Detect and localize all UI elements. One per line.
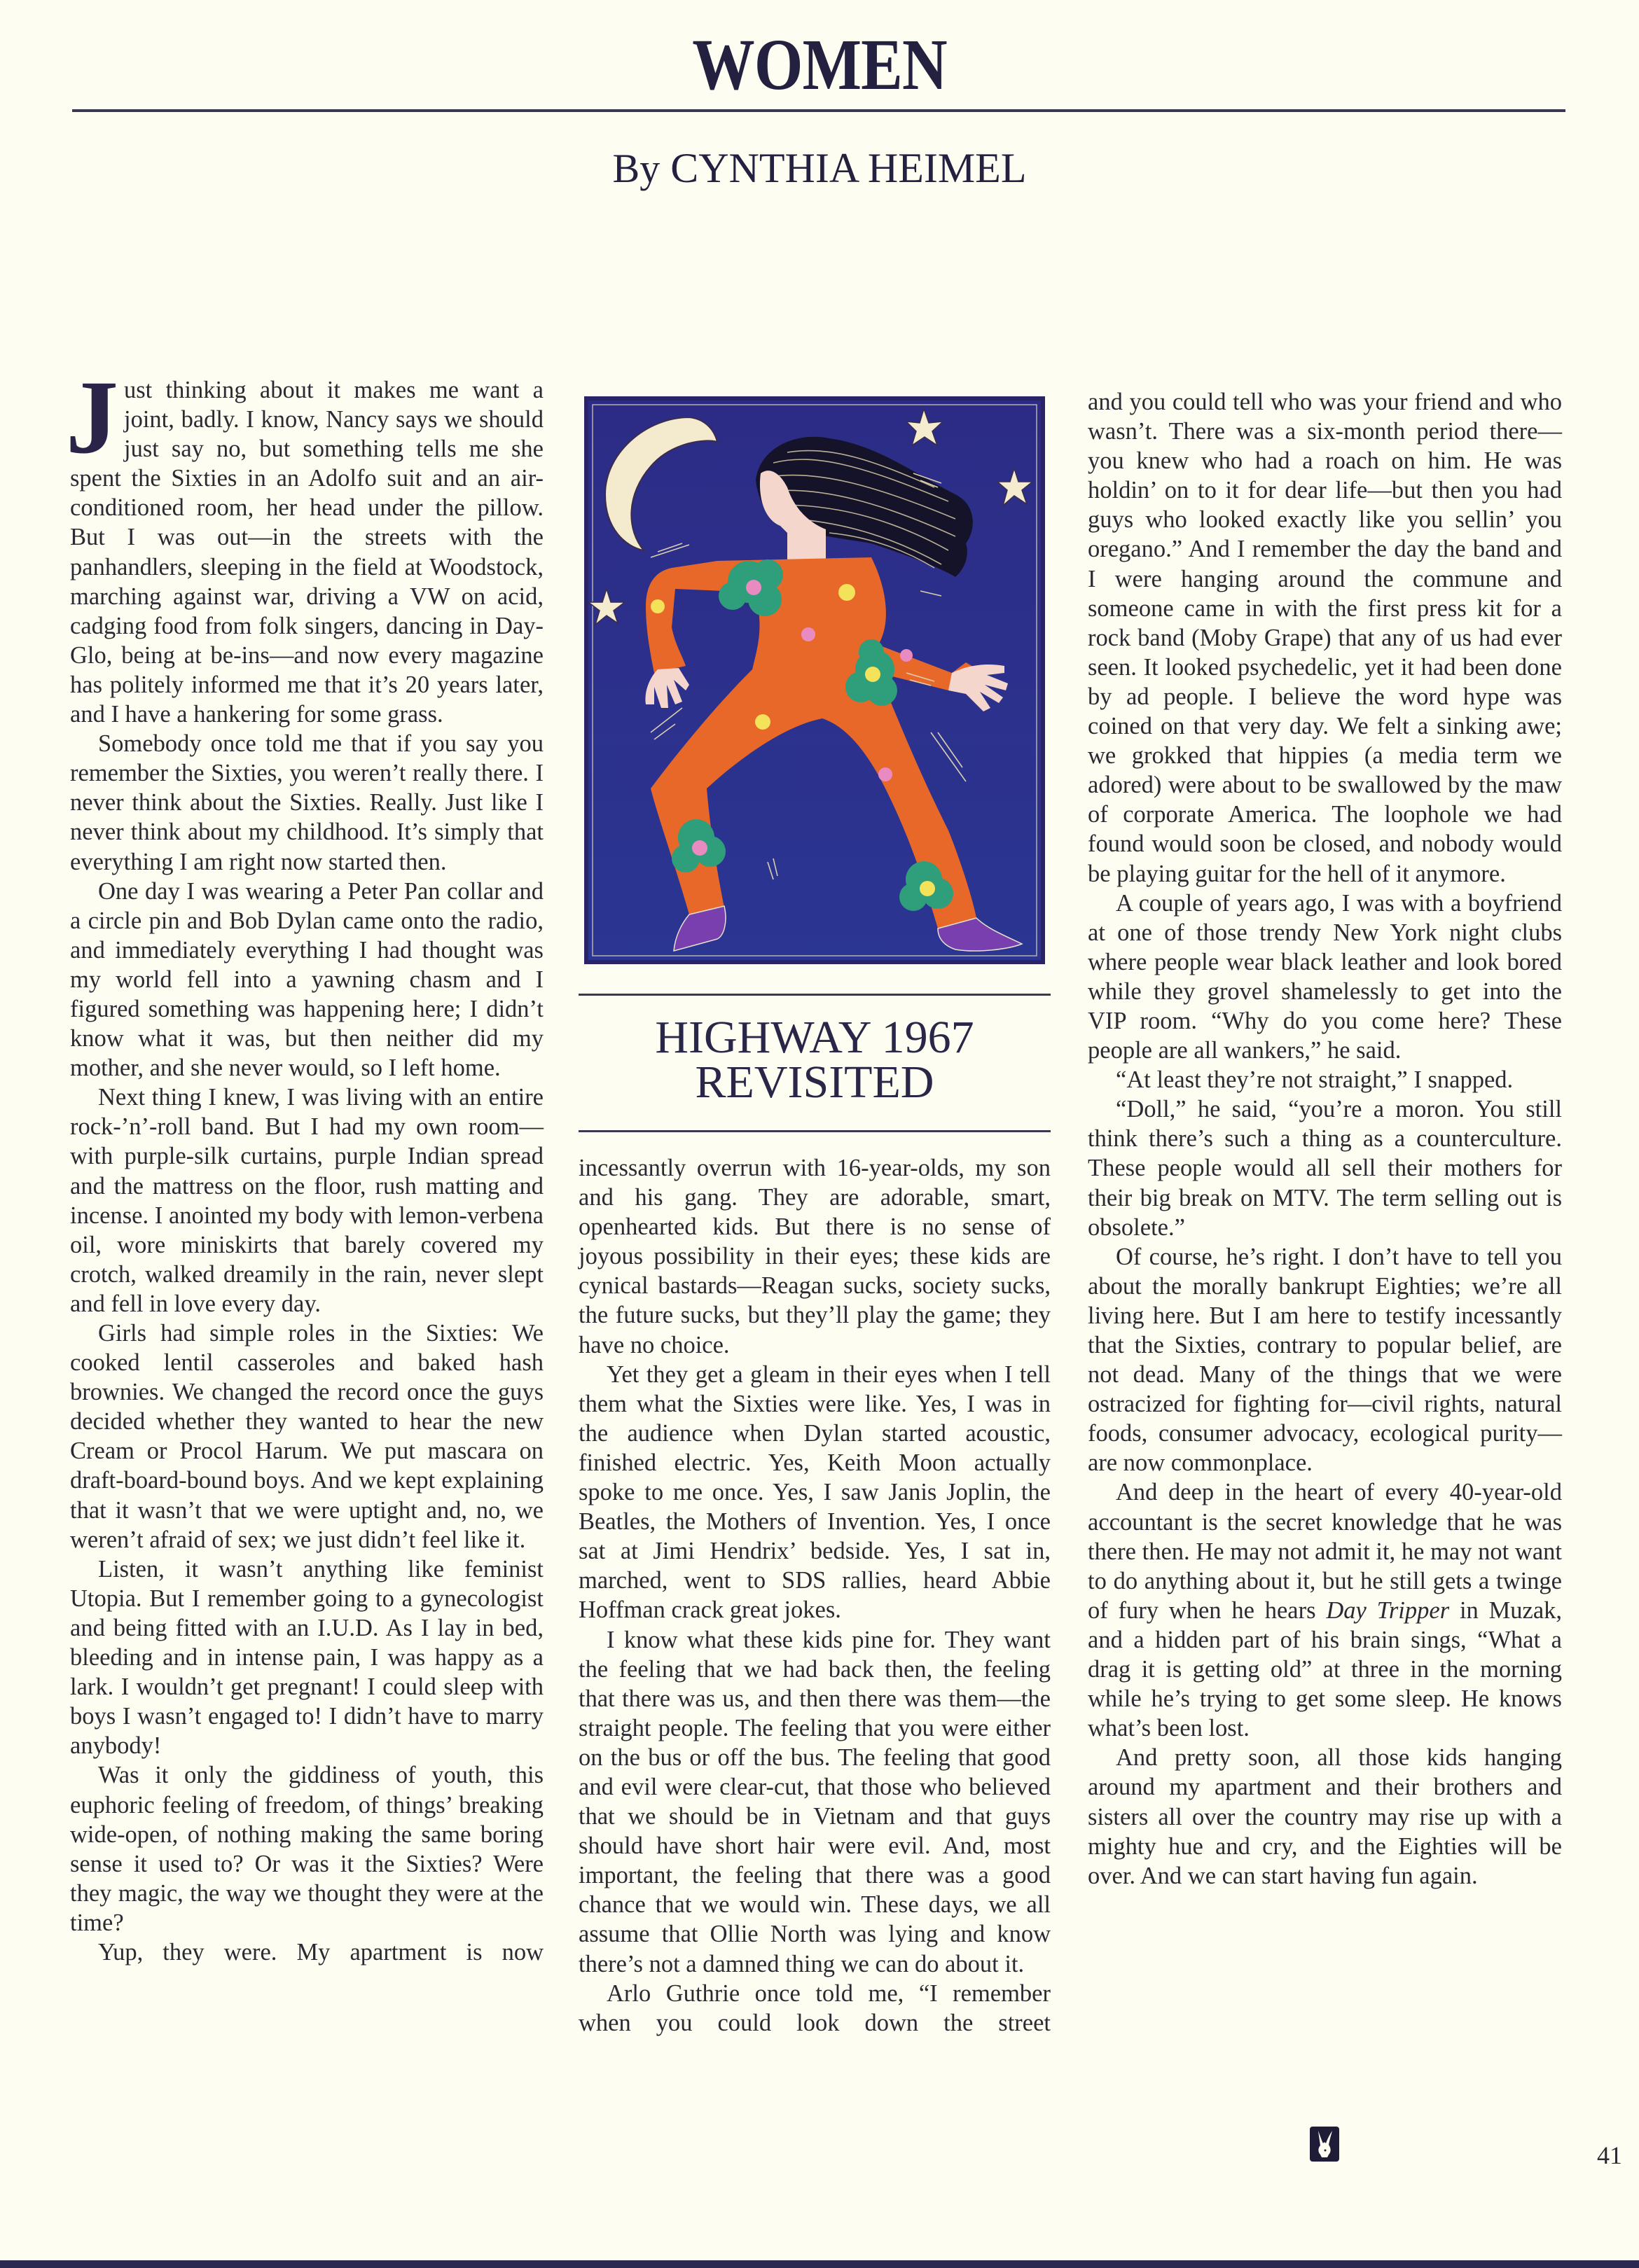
paragraph: Somebody once told me that if you say you remember the Sixties, you weren’t really there. I never think about the Sixties. Really. Just like I never think about my childhood. It’s simply that everything I am right now started then. <box>70 730 544 875</box>
paragraph: One day I was wearing a Peter Pan collar and a circle pin and Bob Dylan came onto the radio, and immediately everything I had thought was my world fell into a yawning chasm and I figured something was happening here; I didn’t know what it was, but then neither did my mother, and she never would, so I left home. <box>70 877 544 1082</box>
article-column-1 <box>66 359 544 1967</box>
paragraph: “At least they’re not straight,” I snapped. <box>1116 1066 1514 1094</box>
song-title: Day Tripper <box>1326 1596 1450 1624</box>
paragraph: I know what these kids pine for. They want the feeling that we had back then, the feeling that there was us, and then there was them—the straight people. The feeling that you were either on the bus or off the bus. The feeling that good and evil were clear-cut, that those who believed that we should be in Vietnam and that guys should have short hair were evil. And, most important, the feeling that there was a good chance that we would win. These days, we all assume that Ollie North was lying and know there’s not a damned thing we can do about it. <box>579 1626 1051 1977</box>
paragraph: and you could tell who was your friend and who wasn’t. There was a six-month period there—you knew who had a roach on him. He was holdin’ on to it for dear life—but then you had guys who looked exactly like you sellin’ you oregano.” And I remember the day the band and I were hanging around the commune and someone came in with the first press kit for a rock band (Moby Grape) that any of us had ever seen. It looked psychedelic, yet it had been done by ad people. I believe the word hype was coined on that very day. We felt a sinking awe; we grokked that hippies (a media term we adored) were about to be swallowed by the maw of corporate America. The loophole we had found would soon be closed, and nobody would be playing guitar for the hell of it anymore. <box>1088 389 1562 887</box>
paragraph: Was it only the giddiness of youth, this euphoric feeling of freedom, of things’ breaking wide-open, of nothing making the same boring sense it used to? Or was it the Sixties? Were they magic, the way we thought they were at the time? <box>70 1762 544 1936</box>
paragraph: Arlo Guthrie once told me, “I remember when you could look down the street <box>579 1980 1051 2036</box>
subhead <box>579 1012 1051 1108</box>
paragraph: incessantly overrun with 16-year-olds, my son and his gang. They are adorable, smart, openhearted kids. But there is no sense of joyous possibility in their eyes; these kids are cynical bastards—Reagan sucks, society sucks, the future sucks, but they’ll play the game; they have no choice. <box>579 1155 1051 1358</box>
author-name: CYNTHIA HEIMEL <box>670 145 1027 191</box>
paragraph: A couple of years ago, I was with a boyfriend at one of those trendy New York night clubs where people wear black leather and look bored while they grovel shamelessly to get into the VIP room. “Why do you come here? These people are all wankers,” he said. <box>1088 889 1562 1064</box>
paragraph: Yup, they were. My apartment is now <box>98 1938 544 1966</box>
article-illustration <box>584 396 1045 964</box>
title-rule <box>72 109 1565 112</box>
byline <box>0 144 1639 193</box>
paragraph: Just thinking about it makes me want a joint, badly. I know, Nancy says we should just say no, but something tells me she spent the Sixties in an Adolfo suit and an air-conditioned room, her head under the pillow. But I was out—in the streets with the panhandlers, sleeping in the field at Woodstock, marching against war, driving a VW on acid, cadging food from folk singers, dancing in Day-Glo, being at be-ins—and now every magazine has politely informed me that it’s 20 years later, and I have a hankering for some grass. <box>66 359 544 728</box>
dropcap: J <box>66 359 118 475</box>
paragraph: Listen, it wasn’t anything like feminist Utopia. But I remember going to a gynecologist and being fitted with an I.U.D. As I lay in bed, bleeding and in intense pain, I was happy as a lark. I wouldn’t get pregnant! I could sleep with boys I wasn’t engaged to! I didn’t have to marry anybody! <box>70 1555 544 1760</box>
paragraph: Of course, he’s right. I don’t have to tell you about the morally bankrupt Eighties; we’re all living here. But I am here to testify incessantly that the Sixties, contrary to popular belief, are not dead. Many of the things that we were ostracized for fighting for—civil rights, natural foods, consumer advocacy, ecological purity—are now commonplace. <box>1088 1243 1562 1477</box>
subhead-line-1: HIGHWAY 1967 <box>655 1012 974 1063</box>
rabbit-head-icon <box>1310 2127 1339 2162</box>
page-number: 41 <box>1597 2141 1622 2169</box>
subhead-rule-top <box>579 994 1051 996</box>
paragraph: Yet they get a gleam in their eyes when I tell them what the Sixties were like. Yes, I was in the audience when Dylan started acoustic, finished electric. Yes, Keith Moon actually spoke to me once. Yes, I saw Janis Joplin, the Beatles, the Mothers of Invention. Yes, I once sat at Jimi Hendrix’ bedside. Yes, I sat in, marched, went to SDS rallies, heard Abbie Hoffman crack great jokes. <box>579 1361 1051 1624</box>
page-edge-strip <box>0 2260 1639 2268</box>
article-column-2 <box>579 1153 1051 2038</box>
paragraph: “Doll,” he said, “you’re a moron. You still think there’s such a thing as a counterculture. These people would all sell their mothers for their big break on MTV. The term selling out is obsolete.” <box>1088 1096 1562 1241</box>
paragraph: Next thing I knew, I was living with an entire rock-’n’-roll band. But I had my own room—with purple-silk curtains, purple Indian spread and the mattress on the floor, rush matting and incense. I anointed my body with lemon-verbena oil, wore miniskirts that barely covered my crotch, walked dreamily in the rain, never slept and fell in love every day. <box>70 1084 544 1317</box>
section-title: WOMEN <box>692 25 947 105</box>
paragraph: Girls had simple roles in the Sixties: We cooked lentil casseroles and baked hash brownies. We changed the record once the guys decided whether they wanted to hear the new Cream or Procol Harum. We put mascara on draft-board-bound boys. And we kept explaining that it wasn’t that we were uptight and, no, we weren’t afraid of sex; we just didn’t feel like it. <box>70 1320 544 1553</box>
paragraph: And pretty soon, all those kids hanging around my apartment and their brothers and sisters all over the country may rise up with a mighty hue and cry, and the Eighties will be over. And we can start having fun again. <box>1088 1744 1562 1889</box>
paragraph: And deep in the heart of every 40-year-old accountant is the secret knowledge that he was there then. He may not admit it, he may not want to do anything about it, but he still gets a twinge of fury when he hears Day Tripper in Muzak, and a hidden part of his brain sings, “What a drag it is getting old” at three in the morning while he’s trying to get some sleep. He knows what’s been lost. <box>1088 1479 1563 1742</box>
subhead-rule-bottom <box>579 1130 1051 1132</box>
subhead-line-2: REVISITED <box>695 1057 934 1108</box>
byline-prefix: By <box>612 146 661 191</box>
article-column-3 <box>1088 387 1562 1891</box>
